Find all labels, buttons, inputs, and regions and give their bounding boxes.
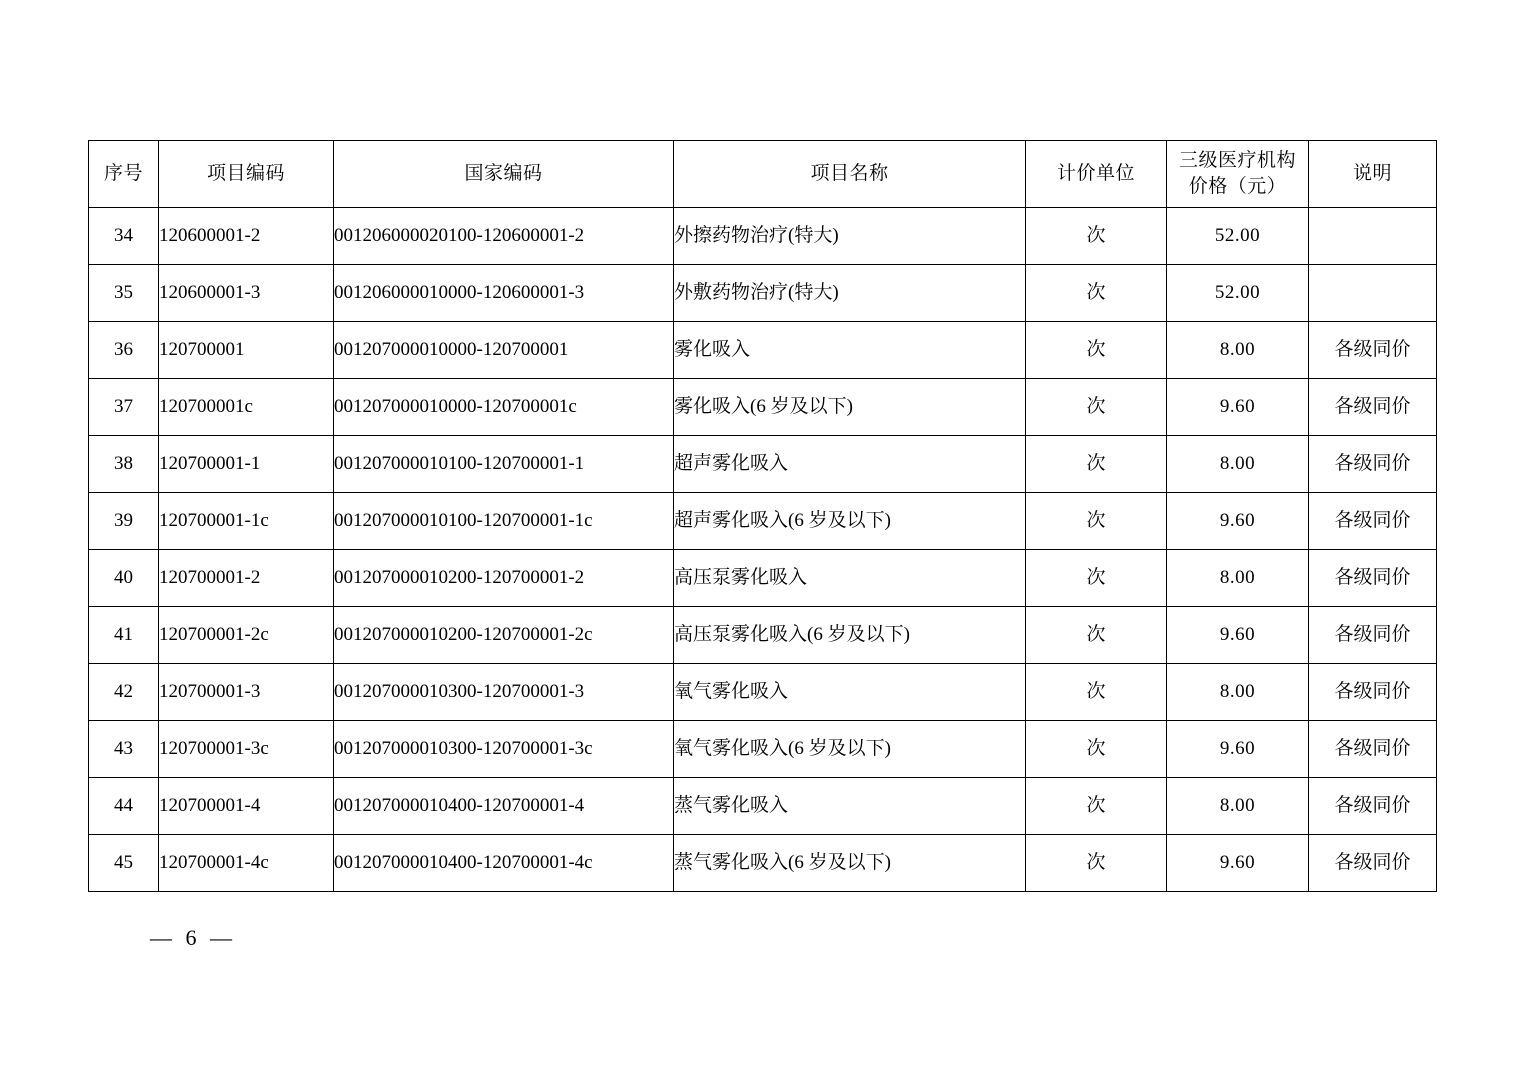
cell-price: 9.60	[1167, 493, 1309, 550]
cell-price: 8.00	[1167, 778, 1309, 835]
cell-seq: 40	[89, 550, 159, 607]
cell-name: 氧气雾化吸入(6 岁及以下)	[674, 721, 1026, 778]
cell-national-code: 001207000010300-120700001-3	[334, 664, 674, 721]
cell-price: 8.00	[1167, 550, 1309, 607]
cell-seq: 36	[89, 322, 159, 379]
cell-seq: 41	[89, 607, 159, 664]
cell-price: 8.00	[1167, 436, 1309, 493]
cell-code: 120700001-1c	[159, 493, 334, 550]
cell-national-code: 001206000010000-120600001-3	[334, 265, 674, 322]
cell-seq: 38	[89, 436, 159, 493]
cell-price: 9.60	[1167, 835, 1309, 892]
cell-seq: 44	[89, 778, 159, 835]
cell-code: 120600001-3	[159, 265, 334, 322]
cell-code: 120700001-4c	[159, 835, 334, 892]
column-header-name: 项目名称	[674, 141, 1026, 208]
table-row	[89, 607, 1437, 664]
column-header-note: 说明	[1309, 141, 1437, 208]
cell-unit: 次	[1026, 835, 1167, 892]
cell-code: 120700001-4	[159, 778, 334, 835]
cell-national-code: 001207000010400-120700001-4c	[334, 835, 674, 892]
table-row	[89, 436, 1437, 493]
cell-national-code: 001206000020100-120600001-2	[334, 208, 674, 265]
cell-note: 各级同价	[1309, 835, 1437, 892]
cell-note: 各级同价	[1309, 493, 1437, 550]
cell-code: 120700001-3	[159, 664, 334, 721]
cell-unit: 次	[1026, 379, 1167, 436]
cell-national-code: 001207000010300-120700001-3c	[334, 721, 674, 778]
cell-note: 各级同价	[1309, 664, 1437, 721]
column-header-unit: 计价单位	[1026, 141, 1167, 208]
cell-unit: 次	[1026, 322, 1167, 379]
cell-national-code: 001207000010200-120700001-2c	[334, 607, 674, 664]
cell-seq: 35	[89, 265, 159, 322]
cell-unit: 次	[1026, 664, 1167, 721]
cell-name: 外擦药物治疗(特大)	[674, 208, 1026, 265]
cell-seq: 43	[89, 721, 159, 778]
cell-seq: 42	[89, 664, 159, 721]
table-row	[89, 664, 1437, 721]
cell-code: 120700001	[159, 322, 334, 379]
cell-code: 120700001-3c	[159, 721, 334, 778]
table-row	[89, 835, 1437, 892]
cell-national-code: 001207000010100-120700001-1	[334, 436, 674, 493]
column-header-price-line2: 价格（元）	[1188, 176, 1287, 197]
cell-unit: 次	[1026, 778, 1167, 835]
cell-unit: 次	[1026, 550, 1167, 607]
table-header	[89, 141, 1437, 208]
cell-code: 120700001-2	[159, 550, 334, 607]
table-body	[89, 208, 1437, 892]
column-header-code: 项目编码	[159, 141, 334, 208]
cell-code: 120700001c	[159, 379, 334, 436]
cell-seq: 39	[89, 493, 159, 550]
table-row	[89, 379, 1437, 436]
table-row	[89, 265, 1437, 322]
column-header-price	[1167, 141, 1309, 208]
cell-note: 各级同价	[1309, 607, 1437, 664]
table-header-row	[89, 141, 1437, 208]
cell-note: 各级同价	[1309, 778, 1437, 835]
cell-price: 9.60	[1167, 721, 1309, 778]
cell-price: 52.00	[1167, 265, 1309, 322]
table-row	[89, 322, 1437, 379]
cell-note: 各级同价	[1309, 322, 1437, 379]
cell-price: 52.00	[1167, 208, 1309, 265]
column-header-price-line1: 三级医疗机构	[1178, 150, 1296, 171]
table-row	[89, 778, 1437, 835]
page-number: — 6 —	[150, 925, 236, 950]
cell-price: 9.60	[1167, 607, 1309, 664]
cell-note	[1309, 208, 1437, 265]
cell-name: 高压泵雾化吸入	[674, 550, 1026, 607]
cell-price: 8.00	[1167, 322, 1309, 379]
cell-national-code: 001207000010400-120700001-4	[334, 778, 674, 835]
table-row	[89, 493, 1437, 550]
cell-code: 120700001-2c	[159, 607, 334, 664]
cell-name: 雾化吸入	[674, 322, 1026, 379]
cell-seq: 45	[89, 835, 159, 892]
column-header-national-code: 国家编码	[334, 141, 674, 208]
cell-name: 氧气雾化吸入	[674, 664, 1026, 721]
cell-national-code: 001207000010000-120700001	[334, 322, 674, 379]
cell-price: 8.00	[1167, 664, 1309, 721]
cell-note: 各级同价	[1309, 550, 1437, 607]
cell-unit: 次	[1026, 436, 1167, 493]
cell-name: 超声雾化吸入	[674, 436, 1026, 493]
cell-name: 超声雾化吸入(6 岁及以下)	[674, 493, 1026, 550]
cell-name: 蒸气雾化吸入	[674, 778, 1026, 835]
cell-national-code: 001207000010100-120700001-1c	[334, 493, 674, 550]
cell-code: 120700001-1	[159, 436, 334, 493]
price-table-container	[88, 140, 1436, 892]
cell-code: 120600001-2	[159, 208, 334, 265]
cell-unit: 次	[1026, 607, 1167, 664]
cell-unit: 次	[1026, 208, 1167, 265]
cell-unit: 次	[1026, 265, 1167, 322]
cell-name: 蒸气雾化吸入(6 岁及以下)	[674, 835, 1026, 892]
cell-unit: 次	[1026, 721, 1167, 778]
table-row	[89, 208, 1437, 265]
cell-price: 9.60	[1167, 379, 1309, 436]
cell-name: 外敷药物治疗(特大)	[674, 265, 1026, 322]
table-row	[89, 721, 1437, 778]
cell-seq: 34	[89, 208, 159, 265]
cell-note: 各级同价	[1309, 436, 1437, 493]
cell-note: 各级同价	[1309, 721, 1437, 778]
medical-price-table	[88, 140, 1437, 892]
cell-seq: 37	[89, 379, 159, 436]
table-row	[89, 550, 1437, 607]
column-header-seq: 序号	[89, 141, 159, 208]
cell-name: 雾化吸入(6 岁及以下)	[674, 379, 1026, 436]
cell-note: 各级同价	[1309, 379, 1437, 436]
cell-national-code: 001207000010200-120700001-2	[334, 550, 674, 607]
cell-name: 高压泵雾化吸入(6 岁及以下)	[674, 607, 1026, 664]
cell-unit: 次	[1026, 493, 1167, 550]
cell-national-code: 001207000010000-120700001c	[334, 379, 674, 436]
cell-note	[1309, 265, 1437, 322]
